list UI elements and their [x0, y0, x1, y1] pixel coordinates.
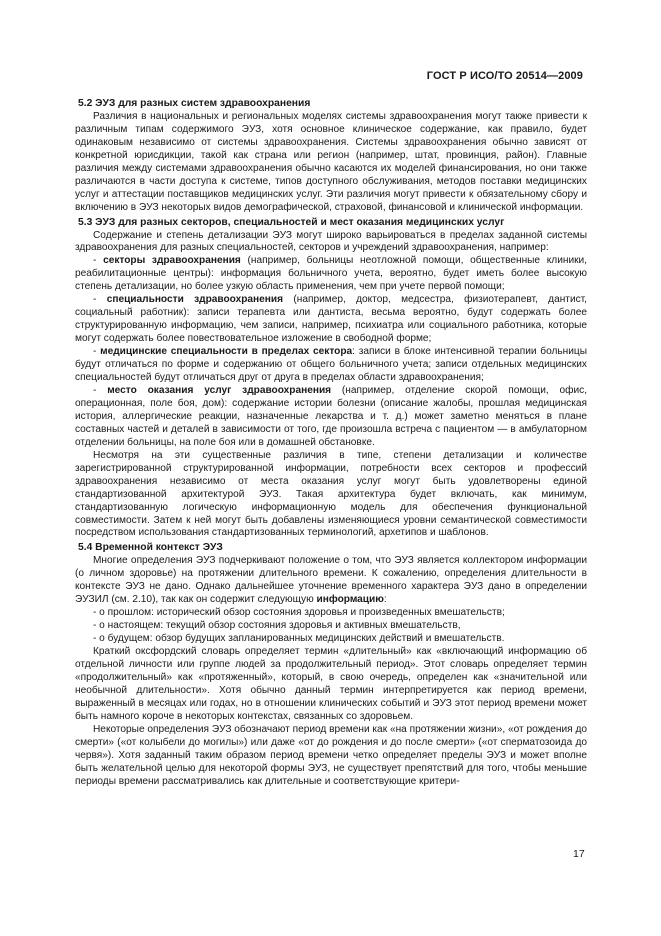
term-information: информацию — [316, 594, 384, 606]
list-item-care-location: - место оказания услуг здравоохранения (например, отделение скорой помощи, офис, операционная, поле боя, дом): содержание истории болезни (описание жалобы, прошлая медицинская история, аллергические реакции, назначенные лекарства и т. д.) может заметно меняться в плане составных частей и деталей в зависимости от того, где произошла встреча с пациентом — в амбулаторном отделении больницы, на поле боя или в домашней обстановке. — [75, 384, 588, 448]
term-sectors: секторы здравоохранения — [103, 255, 241, 267]
section-5-2-title: 5.2 ЭУЗ для разных систем здравоохранения — [78, 98, 311, 109]
section-5-4-paragraph-2: Краткий оксфордский словарь определяет термин «длительный» как «включающий информацию об отдельной личности или группе людей за продолжительный период». Этот словарь определяет термин «продолжительный» как «протяженный», который, в свою очередь, определен как «значительной или необычной длительности». Хотя обычно данный термин интерпретируется как период времени, выраженный в месяцах или годах, но в отношении клинических событий и ЭУЗ этот период времени может быть намного короче в некоторых контекстах, связанных со здоровьем. — [75, 646, 587, 722]
section-5-3-title: 5.3 ЭУЗ для разных секторов, специальностей и мест оказания медицинских услуг — [78, 216, 505, 228]
document-id: ГОСТ Р ИСО/ТО 20514—2009 — [426, 70, 583, 82]
section-5-3-intro: Содержание и степень детализации ЭУЗ могут широко варьироваться в пределах заданной системы здравоохранения для разных специальностей, секторов и учреждений здравоохранения, например: — [75, 229, 587, 254]
page-number: 17 — [573, 848, 585, 860]
term-care-location: место оказания услуг здравоохранения — [107, 384, 332, 396]
section-5-4-title: 5.4 Временной контекст ЭУЗ — [78, 542, 223, 554]
section-5-3-conclusion: Несмотря на эти существенные различия в типе, степени детализации и количестве зарегистрированной структурированной информации, потребности всех секторов и профессий здравоохранения независимо от места оказания услуг могут быть удовлетворены единой стандартизованной архитектурой ЭУЗ. Такая архитектура будет включать, как минимум, стандартизованную логическую информационную модель для обеспечения функциональной совместимости. Затем к ней могут быть добавлены изменяющиеся уровни семантической совместимости посредством использования стандартизованных терминологий, архетипов и шаблонов. — [75, 449, 587, 539]
list-item-medical-specialties: - медицинские специальности в пределах сектора: записи в блоке интенсивной терапии больницы будут отличаться по форме и содержанию от общего больничного учета; записи отдельных медицинских специальностей будут отличаться друг от друга в пределах области здравоохранения; — [75, 346, 588, 384]
list-item-past: - о прошлом: исторический обзор состояния здоровья и произведенных вмешательств; — [93, 607, 505, 619]
list-item-present: - о настоящем: текущий обзор состояния здоровья и активных вмешательств, — [93, 620, 461, 632]
section-5-4-paragraph-1: Многие определения ЭУЗ подчеркивают положение о том, что ЭУЗ является коллектором информации (о личном здоровье) на протяжении длительного времени. К сожалению, определения длительности в контексте ЭУЗ не дано. Однако дальнейшее уточнение временного характера ЭУЗ дано в определении ЭУЗИЛ (см. 2.10), так как он содержит следующую информацию: — [75, 555, 587, 606]
section-5-4-paragraph-3: Некоторые определения ЭУЗ обозначают период времени как «на протяжении жизни», «от рождения до смерти» («от колыбели до могилы») или даже «от до рождения и до после смерти» («от сперматозоида до червя»). Хотя заданный таким образом период времени четко определяет пределы ЭУЗ и может вполне быть желательной целью для некоторой формы ЭУЗ, не существует препятствий для того, чтобы меньшие периоды времени рассматривались как длительные и соответствующие критери- — [75, 723, 587, 787]
list-item-future: - о будущем: обзор будущих запланированных медицинских действий и вмешательств. — [93, 633, 505, 645]
list-item-sectors: - секторы здравоохранения (например, больницы неотложной помощи, общественные клиники, реабилитационные центры): информация больничного учета, вероятно, будет иметь более высокую степень детализации, но более узкую область применения, чем при учете первой помощи; — [75, 255, 587, 293]
term-medical-specialties: медицинские специальности в пределах сектора — [100, 346, 353, 358]
section-5-2-paragraph: Различия в национальных и региональных моделях системы здравоохранения могут также привести к различным типам содержимого ЭУЗ, хотя основное клиническое содержание, как правило, будет одинаковым независимо от системы здравоохранения. Системы здравоохранения обычно зависят от конкретной юрисдикции, такой как страна или регион (например, штат, провинция, район). Главные различия между системами здравоохранения обычно касаются их моделей финансирования, но они также различаются в части доступа к системе, типов доступного обслуживания, методов поставки медицинских услуг и аттестации поставщиков медицинских услуг. Эти различия могут привести к обязательному сбору и включению в ЭУЗ некоторых видов демографической, страховой, финансовой и клинической информации. — [75, 110, 587, 213]
term-specialties: специальности здравоохранения — [106, 294, 284, 306]
page-body — [75, 98, 587, 789]
list-item-specialties: - специальности здравоохранения (например, доктор, медсестра, физиотерапевт, дантист, социальный работник): записи терапевта или дантиста, весьма вероятно, будут содержать более структурированную информацию, чем записи, например, психиатра или социального работника, которые могут содержать более повествовательное изложение в свободной форме; — [75, 294, 587, 345]
